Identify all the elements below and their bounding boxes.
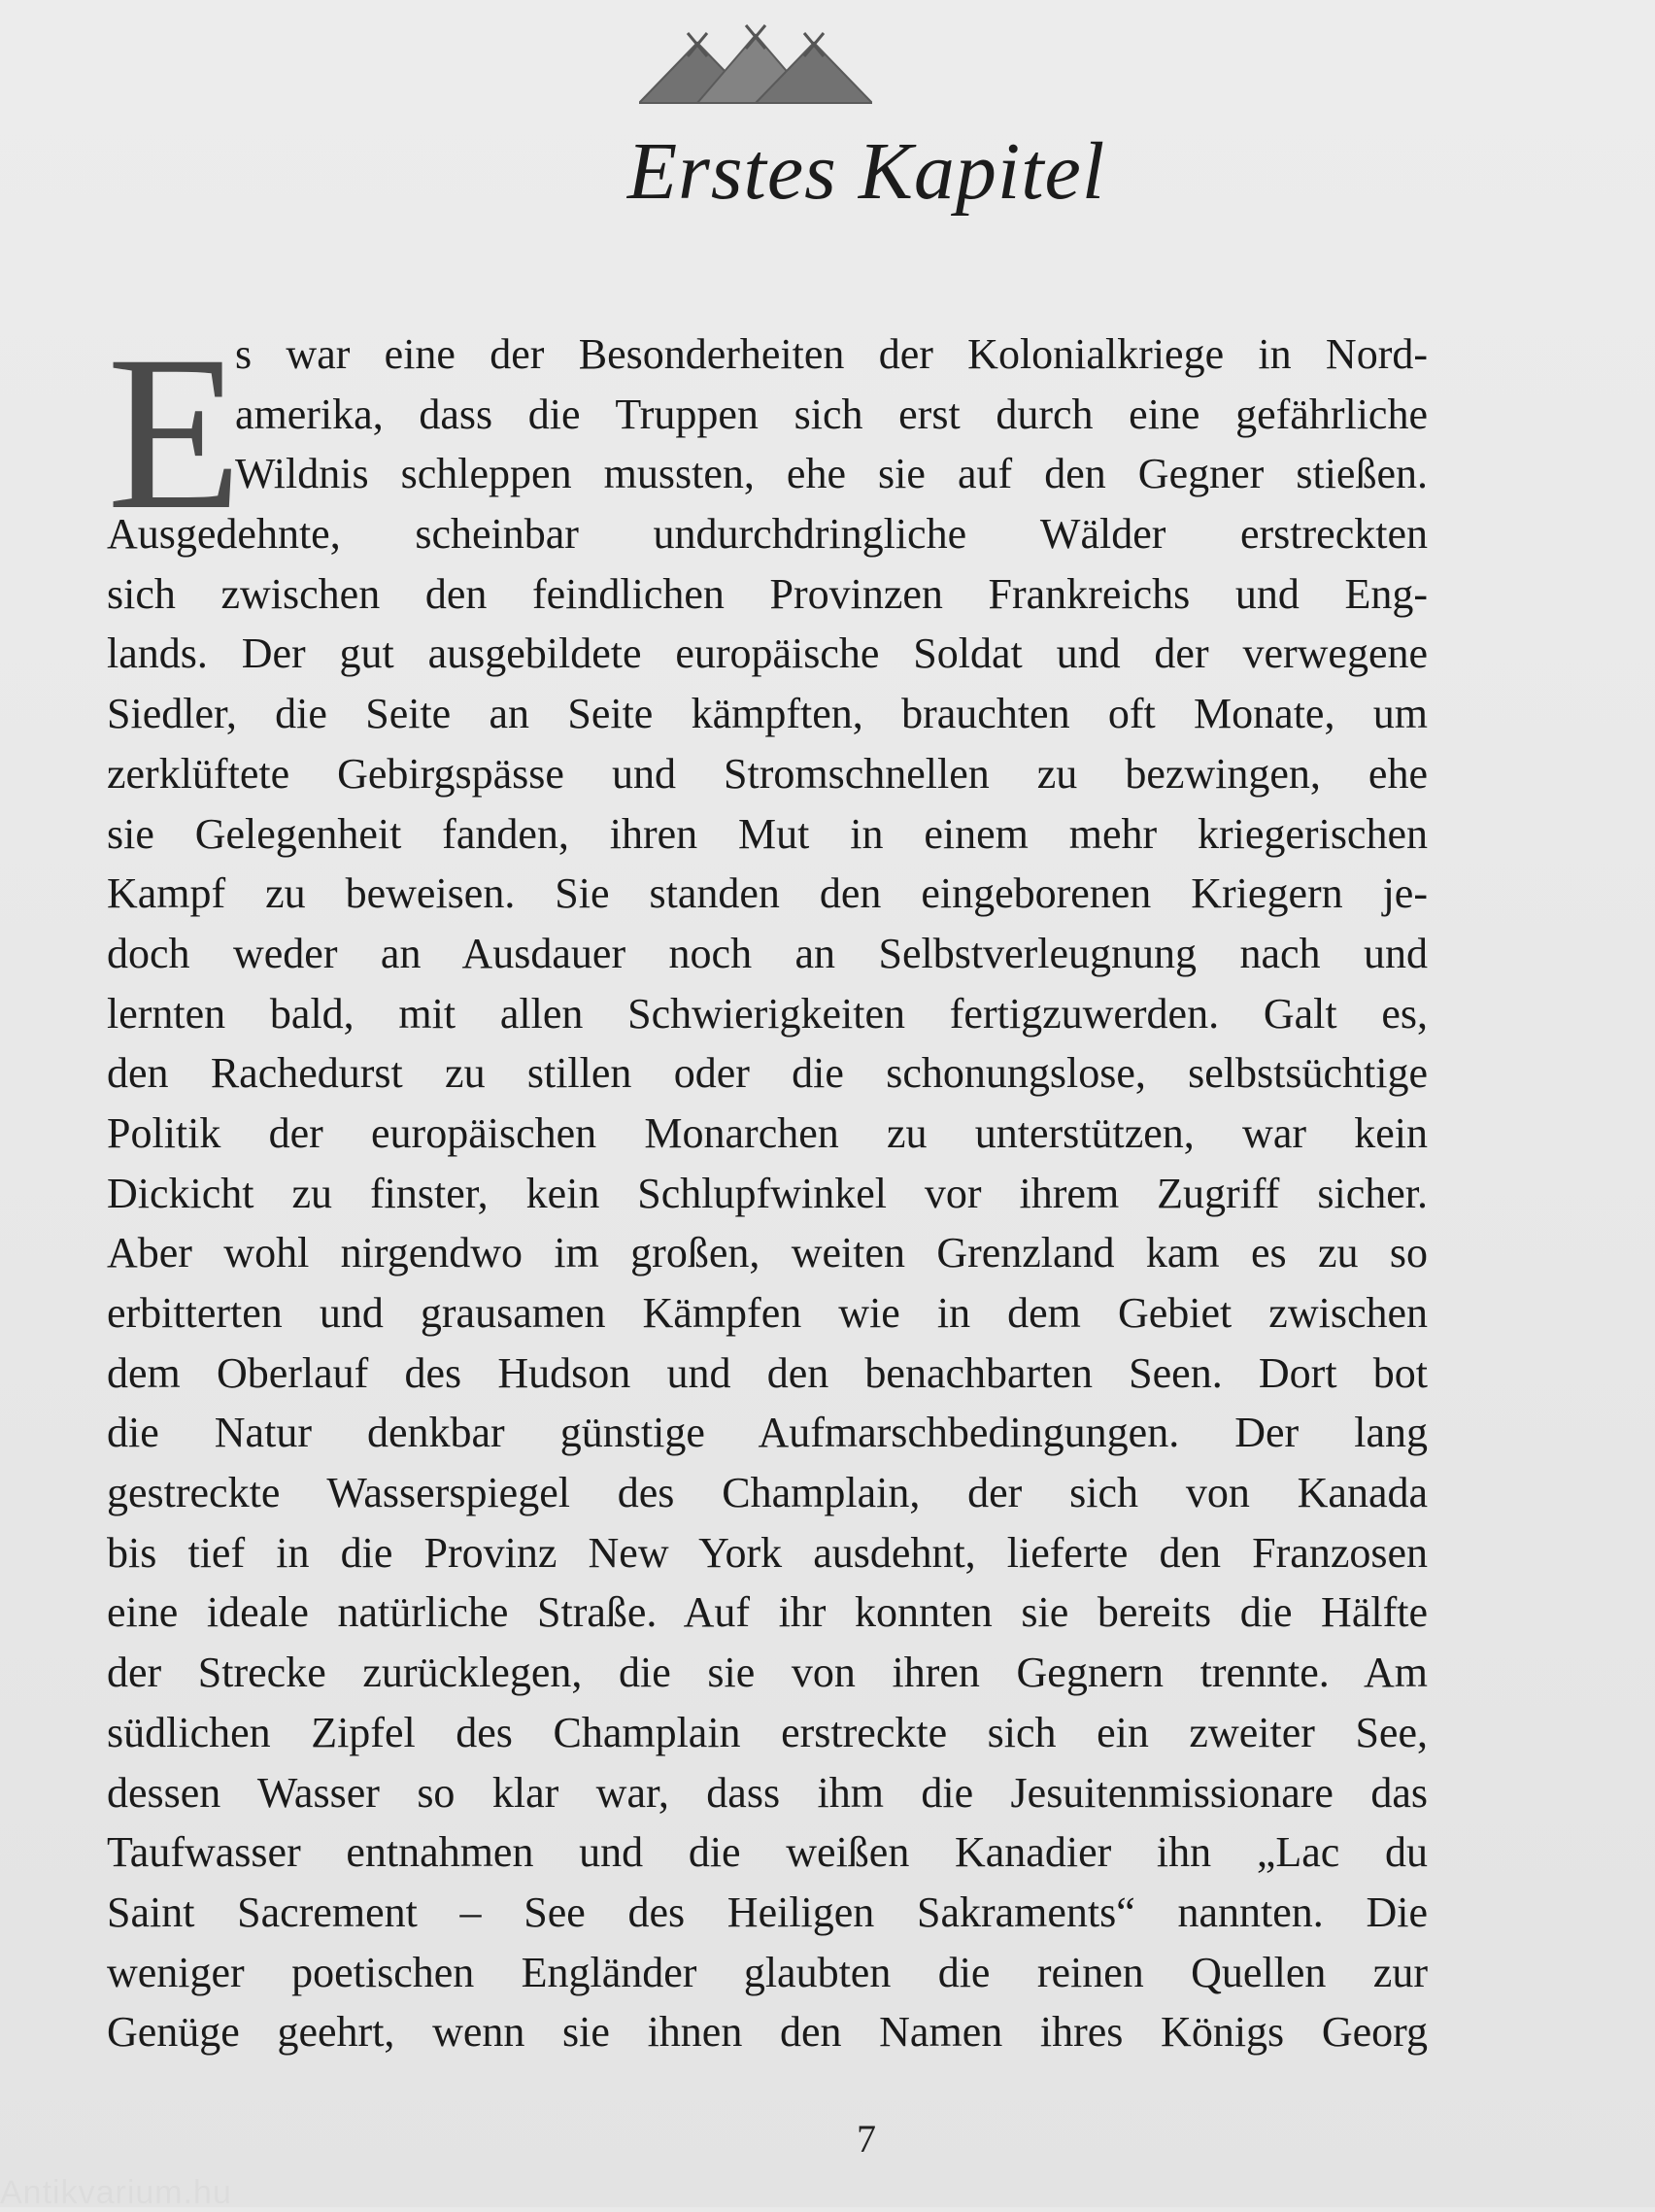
text-line: gestreckte Wasserspiegel des Champlain, der sich von Kanada xyxy=(107,1469,1428,1517)
text-line: zerklüftete Gebirgspässe und Stromschnellen zu bezwingen, ehe xyxy=(107,749,1428,798)
drop-cap: E xyxy=(107,311,243,556)
text-line: eine ideale natürliche Straße. Auf ihr konnten sie bereits die Hälfte xyxy=(107,1588,1428,1637)
text-line: weniger poetischen Engländer glaubten die reinen Quellen zur xyxy=(107,1948,1428,1996)
text-line: dem Oberlauf des Hudson und den benachbarten Seen. Dort bot xyxy=(107,1348,1428,1397)
text-line: Ausgedehnte, scheinbar undurchdringliche Wälder erstreckten xyxy=(107,510,1428,559)
text-line: dessen Wasser so klar war, dass ihm die Jesuitenmissionare das xyxy=(107,1768,1428,1817)
text-line: erbitterten und grausamen Kämpfen wie in dem Gebiet zwischen xyxy=(107,1289,1428,1337)
text-line: Wildnis schleppen mussten, ehe sie auf den Gegner stießen. xyxy=(235,450,1428,498)
text-line: Genüge geehrt, wenn sie ihnen den Namen ihres Königs Georg xyxy=(107,2008,1428,2057)
text-line: amerika, dass die Truppen sich erst durch eine gefährliche xyxy=(235,390,1428,438)
text-line: der Strecke zurücklegen, die sie von ihren Gegnern trennte. Am xyxy=(107,1649,1428,1697)
text-line: Politik der europäischen Monarchen zu unterstützen, war kein xyxy=(107,1108,1428,1157)
text-line: die Natur denkbar günstige Aufmarschbedingungen. Der lang xyxy=(107,1409,1428,1457)
text-line: südlichen Zipfel des Champlain erstreckte sich ein zweiter See, xyxy=(107,1708,1428,1756)
tipi-ornament-icon xyxy=(639,14,872,111)
watermark-text: Antikvarium.hu xyxy=(0,2174,232,2211)
text-line: Kampf zu beweisen. Sie standen den eingeborenen Kriegern je- xyxy=(107,869,1428,918)
text-line: sich zwischen den feindlichen Provinzen Frankreichs und Eng- xyxy=(107,569,1428,618)
text-line: s war eine der Besonderheiten der Kolonialkriege in Nord- xyxy=(235,330,1428,378)
text-line: Taufwasser entnahmen und die weißen Kanadier ihn „Lac du xyxy=(107,1828,1428,1877)
text-line: doch weder an Ausdauer noch an Selbstverleugnung nach und xyxy=(107,929,1428,977)
text-line: Siedler, die Seite an Seite kämpften, brauchten oft Monate, um xyxy=(107,690,1428,738)
text-line: Saint Sacrement – See des Heiligen Sakraments“ nannten. Die xyxy=(107,1888,1428,1936)
body-text xyxy=(107,311,1428,2062)
text-line: Dickicht zu finster, kein Schlupfwinkel vor ihrem Zugriff sicher. xyxy=(107,1169,1428,1217)
chapter-title: Erstes Kapitel xyxy=(626,126,1106,217)
text-line: den Rachedurst zu stillen oder die schonungslose, selbstsüchtige xyxy=(107,1049,1428,1098)
text-line: lands. Der gut ausgebildete europäische Soldat und der verwegene xyxy=(107,630,1428,678)
text-line: bis tief in die Provinz New York ausdehnt, lieferte den Franzosen xyxy=(107,1528,1428,1577)
text-line: sie Gelegenheit fanden, ihren Mut in einem mehr kriegerischen xyxy=(107,809,1428,858)
text-line: Aber wohl nirgendwo im großen, weiten Grenzland kam es zu so xyxy=(107,1229,1428,1277)
text-line: lernten bald, mit allen Schwierigkeiten fertigzuwerden. Galt es, xyxy=(107,989,1428,1038)
page-number: 7 xyxy=(857,2117,876,2161)
